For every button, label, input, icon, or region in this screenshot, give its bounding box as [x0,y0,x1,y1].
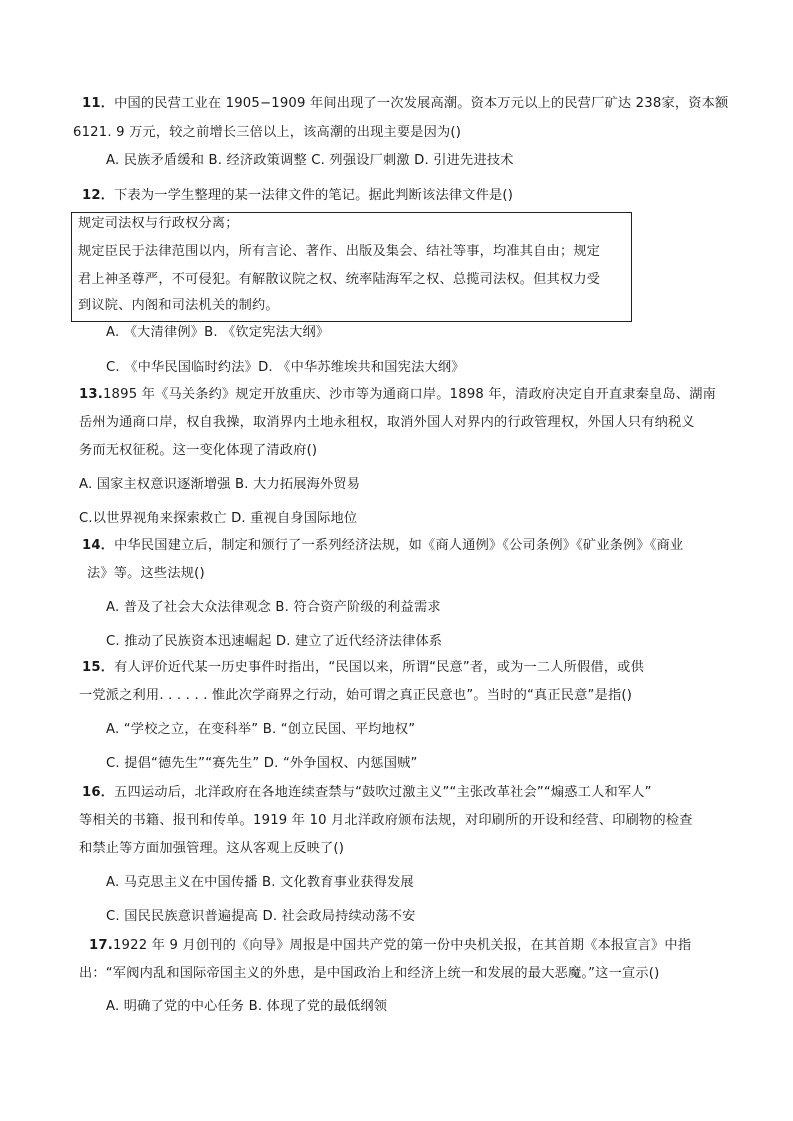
question-12-line-1 [82,187,513,205]
notes-box-line-1: 规定司法权与行政权分离； [78,216,239,231]
question-number: 13. [79,387,103,402]
question-text: 下表为一学生整理的某一法律文件的笔记。据此判断该法律文件是() [114,188,514,203]
question-text: 1922 年 9 月创刊的《向导》周报是中国共产党的第一份中央机关报，在其首期《本报宣言》中指 [112,938,692,953]
question-15-line-1 [82,659,644,677]
question-16-line-2: 等相关的书籍、报刊和传单。1919 年 10 月北洋政府颁布法规，对印刷所的开设和经营、印刷物的检查 [79,813,693,828]
question-number: 17. [89,938,113,953]
question-17-options-1: A. 明确了党的中心任务 B. 体现了党的最低纲领 [106,999,388,1014]
notes-box-line-4: 到议院、内阁和司法机关的制约。 [78,298,279,313]
question-number: 15． [82,660,115,675]
notes-box-line-2: 规定臣民于法律范围以内，所有言论、著作、出版及集会、结社等事，均准其自由；规定 [78,244,601,259]
question-16-line-1 [82,784,652,802]
question-15-line-2: 一党派之利用. . . . . . 惟此次学商界之行动，始可谓之真正民意也”。当时的“真正民意”是指() [79,688,633,703]
notes-box-line-3: 君上神圣尊严，不可侵犯。有解散议院之权、统率陆海军之权、总揽司法权。但其权力受 [78,272,601,287]
question-14-options-1: A. 普及了社会大众法律观念 B. 符合资产阶级的利益需求 [106,600,441,615]
question-11-options: A. 民族矛盾缓和 B. 经济政策调整 C. 列强设厂刺激 D. 引进先进技术 [106,153,514,168]
question-14-line-2: 法》等。这些法规() [87,566,205,581]
question-number: 12． [82,188,115,203]
question-text: 五四运动后，北洋政府在各地连续查禁与“鼓吹过激主义”“主张改革社会”“煽惑工人和军人” [114,785,652,800]
question-13-line-2: 岳州为通商口岸，权自我操，取消界内土地永租权，取消外国人对界内的行政管理权，外国人只有纳税义 [79,415,695,430]
question-15-options-2: C. 提倡“德先生”“赛先生” D. “外争国权、内惩国贼” [106,756,418,771]
question-text: 中国的民营工业在 1905−1909 年间出现了一次发展高潮。资本万元以上的民营厂矿达 238家，资本额 [114,96,729,111]
question-text: 中华民国建立后，制定和颁行了一系列经济法规，如《商人通例》《公司条例》《矿业条例》《商业 [114,538,684,553]
question-number: 16． [82,785,115,800]
question-text: 有人评价近代某一历史事件时指出，“民国以来，所谓“民意”者，或为一二人所假借，或供 [114,660,644,675]
question-12-options-1: A. 《大清律例》B. 《钦定宪法大纲》 [106,325,330,340]
question-text: 1895 年《马关条约》规定开放重庆、沙市等为通商口岸。1898 年，清政府决定自开直隶秦皇岛、湖南 [102,387,716,402]
question-13-options-1: A. 国家主权意识逐渐增强 B. 大力拓展海外贸易 [79,477,361,492]
question-15-options-1: A. “学校之立，在变科举” B. “创立民国、平均地权” [106,722,416,737]
question-number: 14． [82,538,115,553]
question-11-line-1 [82,95,728,113]
question-16-line-3: 和禁止等方面加强管理。这从客观上反映了() [79,841,345,856]
question-13-options-2: C.以世界视角来探索救亡 D. 重视自身国际地位 [79,511,358,526]
question-11-line-2: 6121. 9 万元，较之前增长三倍以上，该高潮的出现主要是因为() [73,125,462,140]
question-14-options-2: C. 推动了民族资本迅速崛起 D. 建立了近代经济法律体系 [106,634,443,649]
question-17-line-1 [89,937,691,955]
question-17-line-2: 出：“军阀内乱和国际帝国主义的外患，是中国政治上和经济上统一和发展的最大恶魔。”这一宣示() [79,966,660,981]
question-number: 11． [82,96,115,111]
question-13-line-3: 务而无权征税。这一变化体现了清政府() [79,443,318,458]
question-16-options-2: C. 国民民族意识普遍提高 D. 社会政局持续动荡不安 [106,909,416,924]
question-13-line-1 [79,386,716,404]
question-14-line-1 [82,537,683,555]
question-16-options-1: A. 马克思主义在中国传播 B. 文化教育事业获得发展 [106,875,414,890]
question-12-options-2: C. 《中华民国临时约法》D. 《中华苏维埃共和国宪法大纲》 [106,360,465,375]
